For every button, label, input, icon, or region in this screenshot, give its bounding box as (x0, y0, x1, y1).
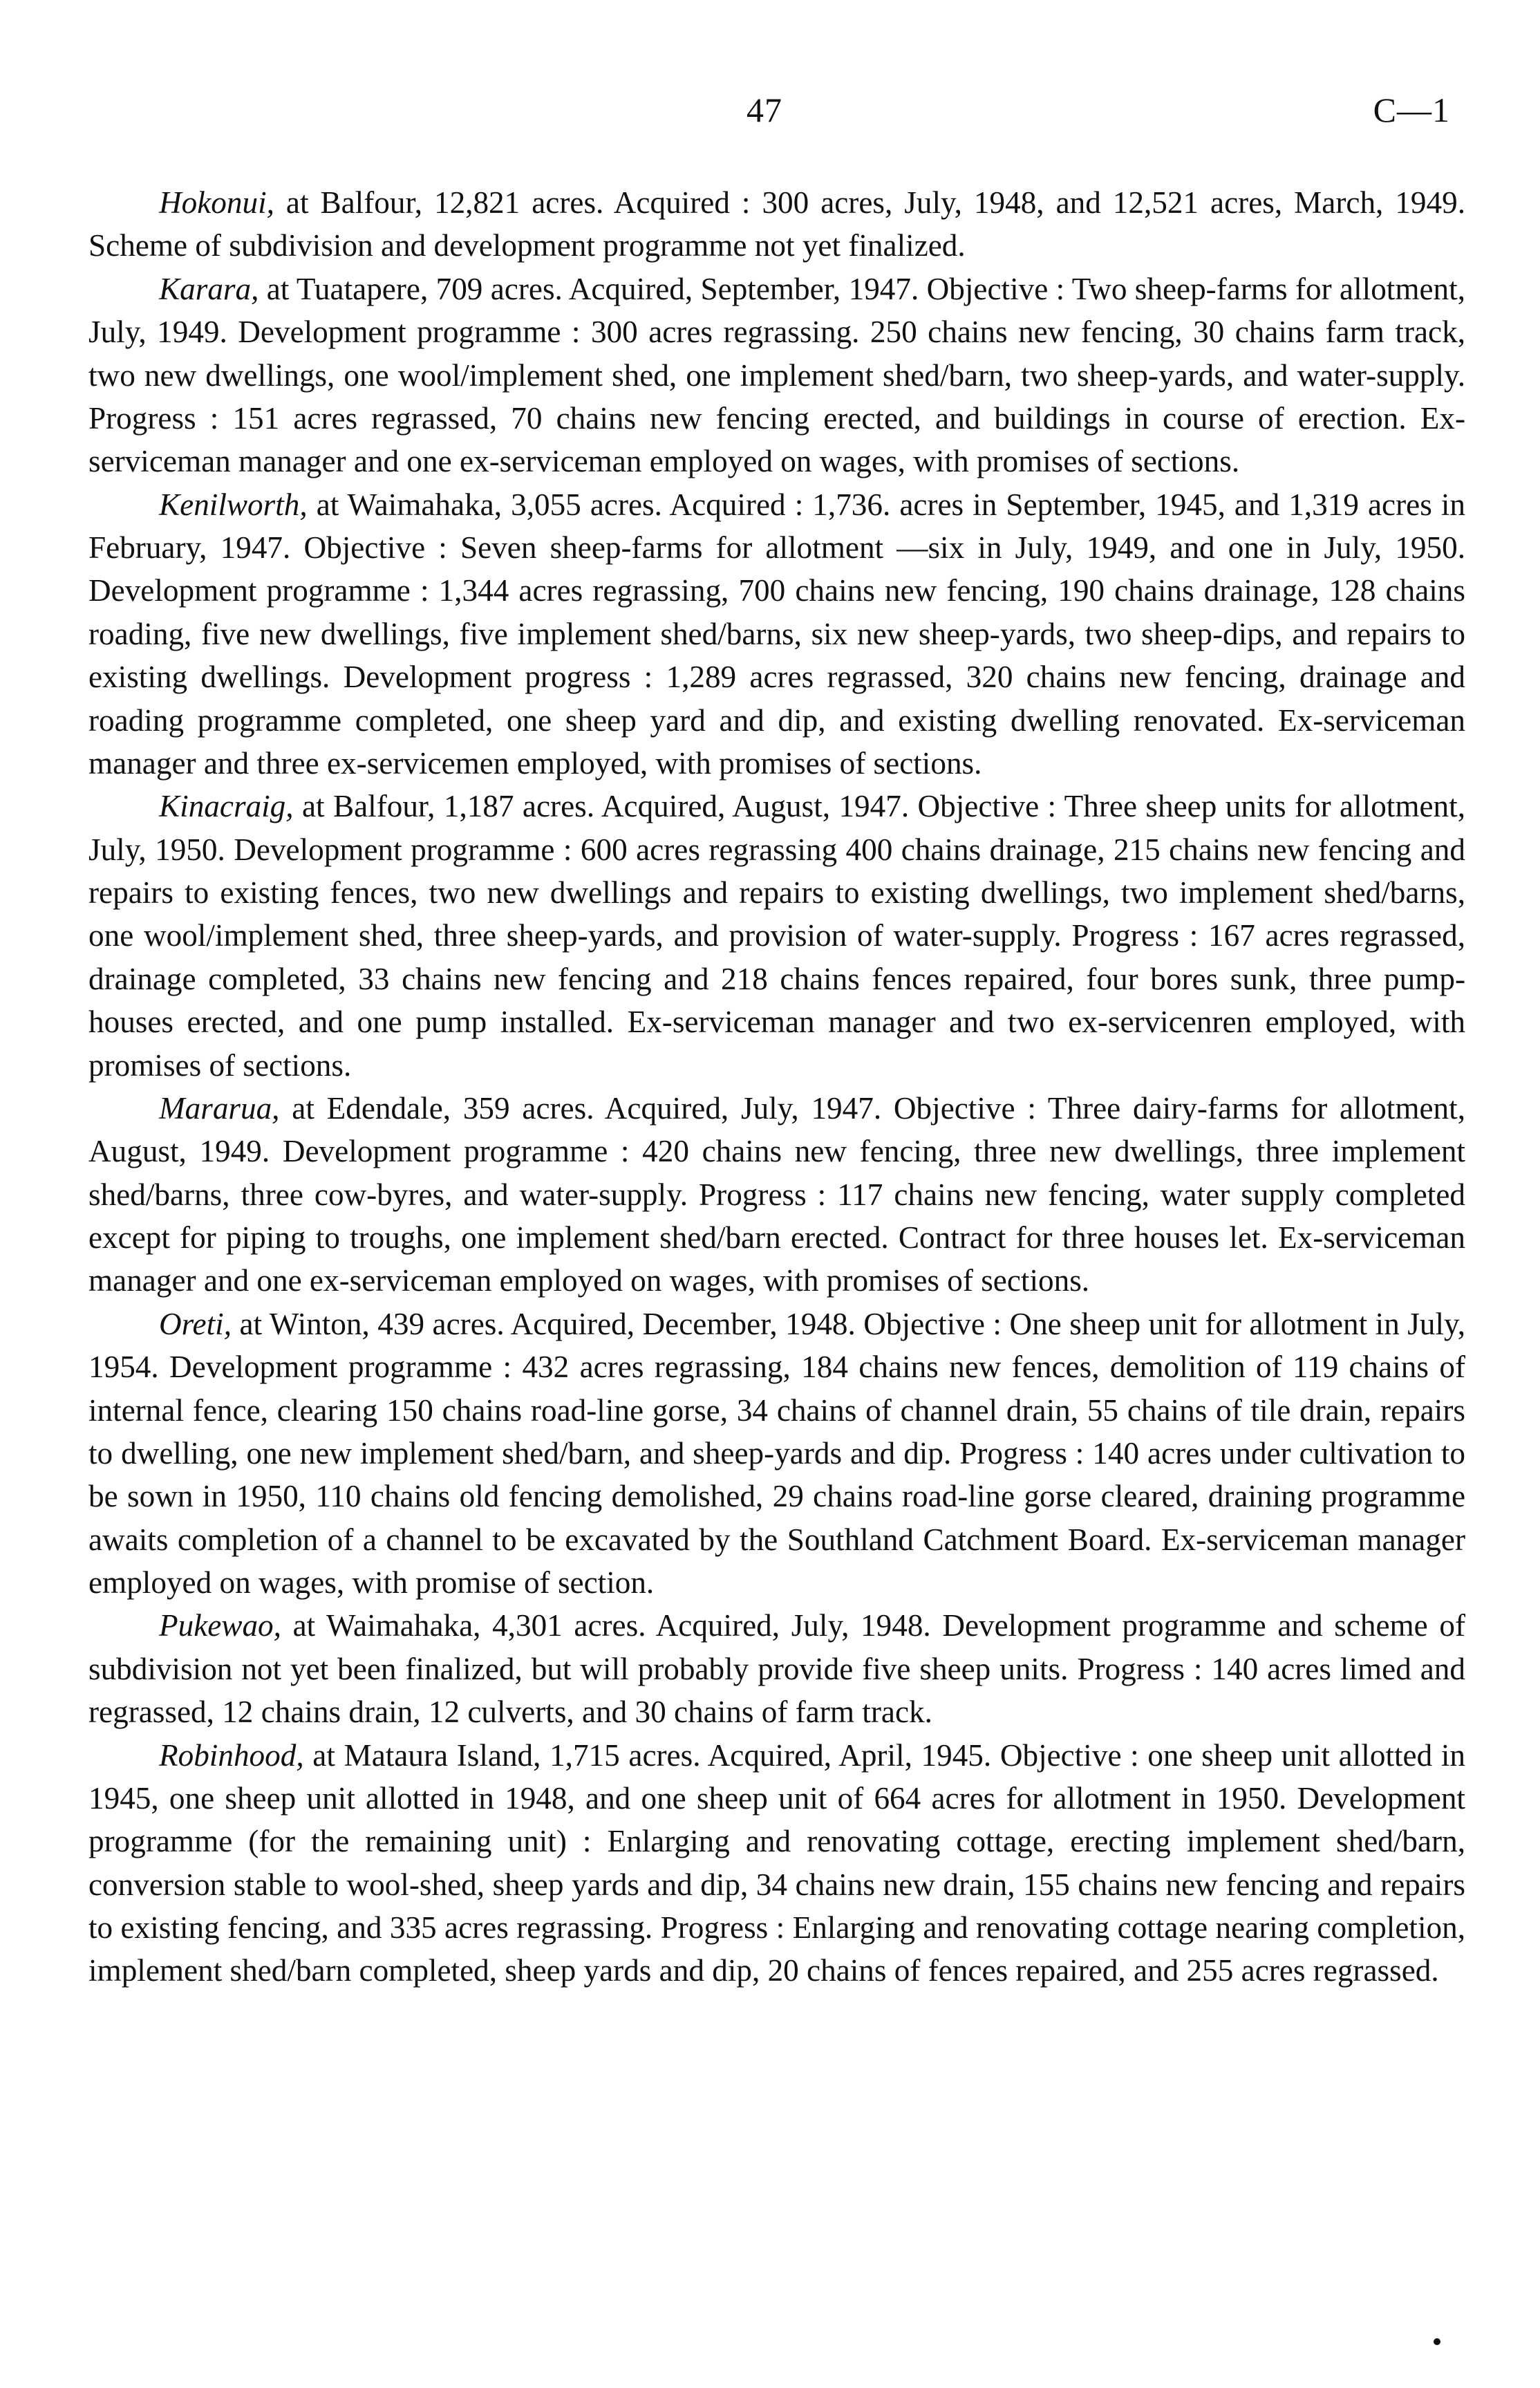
entry-oreti (88, 1303, 1465, 1605)
entry-name: Kinacraig, (159, 789, 294, 824)
entry-kinacraig (88, 785, 1465, 1087)
entry-text: at Edendale, 359 acres. Acquired, July, 1947. Objective : Three dairy-farms for allotment, August, 1949. Development programme : 420 chains new fencing, three new dwellings, three implement shed/barns, three cow-byres, and water-supply. Progress : 117 chains new fencing, water supply completed except for piping to troughs, one implement shed/barn erected. Contract for three houses let. Ex-serviceman manager and one ex-serviceman employed on wages, with promises of sections. (88, 1090, 1465, 1298)
entry-name: Hokonui, (159, 185, 274, 220)
entry-name: Karara, (159, 271, 259, 306)
page-number: 47 (746, 91, 782, 129)
entry-name: Robinhood, (159, 1737, 304, 1773)
end-of-page-mark (1434, 2338, 1440, 2345)
entry-text: at Tuatapere, 709 acres. Acquired, September, 1947. Objective : Two sheep-farms for allotment, July, 1949. Development programme : 300 acres regrassing. 250 chains new fencing, 30 chains farm track, two new dwellings, one wool/implement shed, one implement shed/barn, two sheep-yards, and water-supply. Progress : 151 acres regrassed, 70 chains new fencing erected, and buildings in course of erection. Ex-serviceman manager and one ex-serviceman employed on wages, with promises of sections. (88, 271, 1465, 479)
entry-text: at Balfour, 12,821 acres. Acquired : 300 acres, July, 1948, and 12,521 acres, March, 1949. Scheme of subdivision and development programme not yet finalized. (88, 185, 1465, 263)
entry-text: at Mataura Island, 1,715 acres. Acquired, April, 1945. Objective : one sheep unit allotted in 1945, one sheep unit allotted in 1948, and one sheep unit of 664 acres for allotment in 1950. Development programme (for the remaining unit) : Enlarging and renovating cottage, erecting implement shed/barn, conversion stable to wool-shed, sheep yards and dip, 34 chains new drain, 155 chains new fencing and repairs to existing fencing, and 335 acres regrassing. Progress : Enlarging and renovating cottage nearing completion, implement shed/barn completed, sheep yards and dip, 20 chains of fences repaired, and 255 acres regrassed. (88, 1737, 1465, 1988)
entry-text: at Waimahaka, 3,055 acres. Acquired : 1,736. acres in September, 1945, and 1,319 acres in February, 1947. Objective : Seven sheep-farms for allotment —six in July, 1949, and one in July, 1950. Development programme : 1,344 acres regrassing, 700 chains new fencing, 190 chains drainage, 128 chains roading, five new dwellings, five implement shed/barns, six new sheep-yards, two sheep-dips, and repairs to existing dwellings. Development progress : 1,289 acres regrassed, 320 chains new fencing, drainage and roading programme completed, one sheep yard and dip, and existing dwelling renovated. Ex-serviceman manager and three ex-servicemen employed, with promises of sections. (88, 487, 1465, 781)
entry-text: at Balfour, 1,187 acres. Acquired, August, 1947. Objective : Three sheep units for allotment, July, 1950. Development programme : 600 acres regrassing 400 chains drainage, 215 chains new fencing and repairs to existing fences, two new dwellings and repairs to existing dwellings, two implement shed/barns, one wool/implement shed, three sheep-yards, and provision of water-supply. Progress : 167 acres regrassed, drainage completed, 33 chains new fencing and 218 chains fences repaired, four bores sunk, three pump-houses erected, and one pump installed. Ex-serviceman manager and two ex-servicenren employed, with promises of sections. (88, 789, 1465, 1083)
entry-mararua (88, 1087, 1465, 1303)
entry-hokonui (88, 181, 1465, 268)
entry-robinhood (88, 1734, 1465, 1993)
entry-kenilworth (88, 483, 1465, 785)
entry-name: Oreti, (159, 1306, 232, 1341)
entry-name: Mararua, (159, 1090, 280, 1126)
entry-pukewao (88, 1604, 1465, 1733)
entry-text: at Waimahaka, 4,301 acres. Acquired, July, 1948. Development programme and scheme of subdivision not yet been finalized, but will probably provide five sheep units. Progress : 140 acres limed and regrassed, 12 chains drain, 12 culverts, and 30 chains of farm track. (88, 1608, 1465, 1730)
entry-name: Kenilworth, (159, 487, 308, 522)
entry-karara (88, 268, 1465, 483)
entry-text: at Winton, 439 acres. Acquired, December, 1948. Objective : One sheep unit for allotment in July, 1954. Development programme : 432 acres regrassing, 184 chains new fences, demolition of 119 chains of internal fence, clearing 150 chains road-line gorse, 34 chains of channel drain, 55 chains of tile drain, repairs to dwelling, one new implement shed/barn, and sheep-yards and dip. Progress : 140 acres under cultivation to be sown in 1950, 110 chains old fencing demolished, 29 chains road-line gorse cleared, draining programme awaits completion of a channel to be excavated by the Southland Catchment Board. Ex-serviceman manager employed on wages, with promise of section. (88, 1306, 1465, 1600)
document-body (88, 181, 1465, 1993)
entry-name: Pukewao, (159, 1608, 281, 1643)
page-reference: C—1 (1373, 91, 1450, 129)
